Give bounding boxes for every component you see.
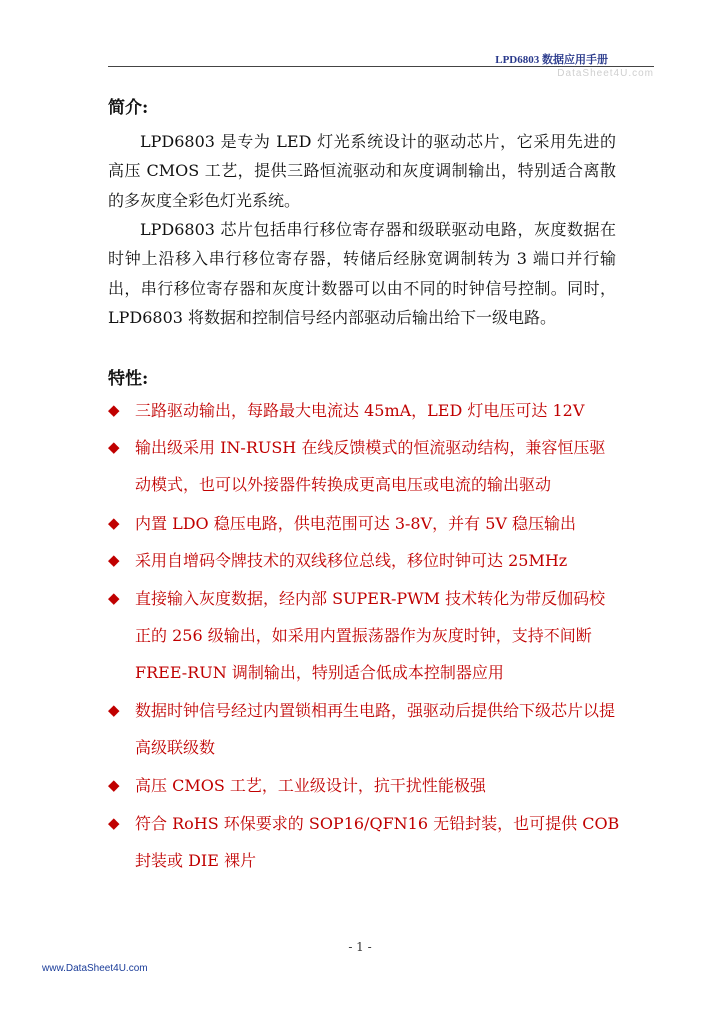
intro-paragraph-1: LPD6803 是专为 LED 灯光系统设计的驱动芯片，它采用先进的高压 CMOS 工艺，提供三路恒流驱动和灰度调制输出，特别适合离散的多灰度全彩色灯光系统。	[108, 132, 616, 210]
diamond-bullet-icon: ◆	[108, 589, 120, 607]
feature-item	[108, 392, 620, 429]
feature-item	[108, 805, 620, 879]
header-ghost-text: DataSheet4U.com	[557, 68, 654, 79]
feature-text: 采用自增码令牌技术的双线移位总线，移位时钟可达 25MHz	[135, 551, 568, 570]
feature-item	[108, 505, 620, 542]
feature-item	[108, 580, 620, 691]
feature-text: 符合 RoHS 环保要求的 SOP16/QFN16 无铅封装，也可提供 COB 封装或 DIE 裸片	[135, 814, 620, 870]
diamond-bullet-icon: ◆	[108, 514, 120, 532]
feature-item	[108, 767, 620, 804]
feature-text: 数据时钟信号经过内置锁相再生电路，强驱动后提供给下级芯片以提高级联级数	[135, 701, 616, 757]
intro-paragraph-2: LPD6803 芯片包括串行移位寄存器和级联驱动电路，灰度数据在时钟上沿移入串行移位寄存器，转储后经脉宽调制转为 3 端口并行输出，串行移位寄存器和灰度计数器可以由不同的时钟信号控制。同时，LPD6803 将数据和控制信号经内部驱动后输出给下一级电路。	[108, 220, 616, 328]
watermark-link[interactable]: www.DataSheet4U.com	[42, 963, 148, 974]
diamond-bullet-icon: ◆	[108, 551, 120, 569]
feature-text: 内置 LDO 稳压电路，供电范围可达 3-8V，并有 5V 稳压输出	[135, 514, 577, 533]
feature-item	[108, 429, 620, 503]
diamond-bullet-icon: ◆	[108, 776, 120, 794]
feature-item	[108, 542, 620, 579]
diamond-bullet-icon: ◆	[108, 814, 120, 832]
feature-item	[108, 692, 620, 766]
document-title: LPD6803 数据应用手册	[495, 54, 608, 66]
intro-heading: 简介:	[108, 98, 149, 118]
feature-text: 直接输入灰度数据，经内部 SUPER-PWM 技术转化为带反伽码校正的 256 级输出，如采用内置振荡器作为灰度时钟，支持不间断 FREE-RUN 调制输出，特别适合低成本控制器应用	[135, 589, 606, 682]
feature-text: 高压 CMOS 工艺，工业级设计，抗干扰性能极强	[135, 776, 486, 795]
diamond-bullet-icon: ◆	[108, 701, 120, 719]
page-number: - 1 -	[348, 940, 372, 954]
feature-text: 输出级采用 IN-RUSH 在线反馈模式的恒流驱动结构，兼容恒压驱动模式，也可以外接器件转换成更高电压或电流的输出驱动	[135, 438, 606, 494]
feature-text: 三路驱动输出，每路最大电流达 45mA，LED 灯电压可达 12V	[135, 401, 585, 420]
features-heading: 特性:	[108, 369, 149, 389]
diamond-bullet-icon: ◆	[108, 438, 120, 456]
header-divider	[108, 66, 654, 67]
diamond-bullet-icon: ◆	[108, 401, 120, 419]
